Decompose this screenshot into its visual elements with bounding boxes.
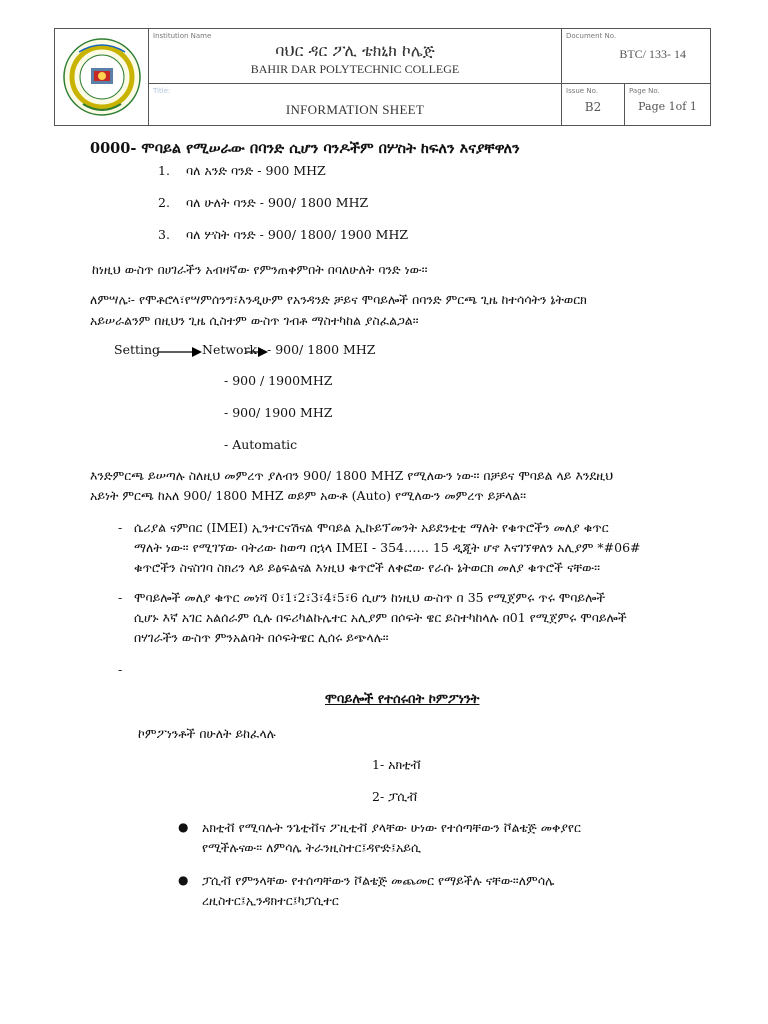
issue-number: B2 — [584, 100, 602, 114]
college-logo — [61, 34, 143, 120]
bullet-item-line: አክቲቭ የሚባሉት ንጌቲቭና ፖዚቲቭ ያላቸው ሁነው የተሰጣቸውን ቮልቴጅ መቀያየር — [202, 820, 581, 835]
empty-dash: - — [118, 662, 123, 677]
paragraph-line: አይነት ምርጫ ከአለ 900/ 1800 MHZ ወይም አውቶ (Auto) የሚለውን መምረጥ ይቻላል፡፡ — [90, 488, 527, 503]
dash-item-line: በሃገራችን ውስጥ ምንአልባት በሶፍትዌር ሊሰሩ ይጭላሉ፡፡ — [134, 630, 389, 645]
bullet-item-line: የሚችሉናው፡፡ ለምሳሌ ትራንዚስተር፤ዳዮድ፤አይሲ — [202, 840, 421, 855]
band-item: ባለ አንድ ባንድ - 900 MHZ — [186, 163, 326, 178]
band-number: 2. — [158, 195, 170, 210]
logo-cell — [55, 29, 149, 125]
bullet-icon: ● — [178, 873, 189, 887]
option-item: - 900/ 1800 MHZ — [267, 342, 376, 357]
option-item: - 900/ 1900 MHZ — [224, 405, 333, 420]
institution-cell — [149, 29, 562, 84]
dash-item-line: ሞባይሎች መለያ ቁጥር መነሻ 0፣1፣2፣3፣4፣5፣6 ሲሆን ከነዚህ ውስጥ በ 35 የሚጀምሩ ጥሩ ሞባይሎች — [134, 590, 606, 605]
section-heading: ሞባይሎች የተሰሩበት ኮምፖነንት — [325, 692, 480, 707]
paragraph-line: ለምሣሌ፡- የሞቶሮላ፣የሣምሰንግ፣እንዲሁም የአንዳንድ ቻይና ሞባይሎች በባንድ ምርጫ ጊዜ ከተሳሳትን ኔትወርክ — [90, 292, 587, 307]
dash-item-line: ሴሪያል ናምበር (IMEI) ኢንተርናሽናል ሞባይል ኢኩይፕመንት አይደንቲቲ ማለት የቁጥሮችን መለያ ቁጥር — [134, 520, 609, 535]
title-cell — [149, 84, 562, 125]
page-number: Page 1of 1 — [638, 100, 697, 113]
option-item: - Automatic — [224, 437, 298, 452]
dash-marker: - — [118, 590, 123, 605]
band-number: 3. — [158, 227, 170, 242]
sheet-title: INFORMATION SHEET — [285, 102, 425, 117]
dash-item-line: ማለት ነው፡፡ የሚገኘው ባትሪው ከወጣ በኋላ IMEI - 354…… 15 ዲጂት ሆኖ እናገኘዋለን አሊያም *#06# — [134, 540, 641, 555]
issue-label: Issue No. — [566, 87, 598, 95]
paragraph-line: አይሠራልንም በዚህን ጊዜ ሲስተም ውስጥ ገብቶ ማስተካከል ያስፈልጋል፡፡ — [90, 313, 419, 328]
bullet-item-line: ረዚስተር፤ኢንዳክተር፤ካፓሲተር — [202, 893, 339, 908]
document-number-cell — [562, 29, 710, 84]
issue-number-cell — [562, 84, 625, 125]
network-label: Network — [202, 342, 258, 357]
band-number: 1. — [158, 163, 170, 178]
bullet-item-line: ፓሲቭ የምንላቸው የተሰጣቸውን ቮልቴጅ መጨመር የማይችሉ ናቸው፡፡ለምሳሌ — [202, 873, 555, 888]
page-label: Page No. — [629, 87, 660, 95]
paragraph-line: እንድምርጫ ይሠጣሉ ስለዚህ መምረጥ ያለብን 900/ 1800 MHZ የሚለውን ነው፡፡ በቻይና ሞባይል ላይ እንደዚህ — [90, 468, 614, 483]
component-type: 1- አክቲቭ — [372, 757, 421, 772]
band-item: ባለ ሁለት ባንድ - 900/ 1800 MHZ — [186, 195, 369, 210]
components-intro: ኮምፖነንቶች በሁለት ይከፈላሉ — [138, 726, 276, 741]
title-label: Title: — [153, 87, 171, 95]
paragraph: ከነዚህ ውስጥ በሀገራችን አብዛኛው የምንጠቀምበት በባለሁለት ባንድ ነው፡፡ — [92, 262, 428, 277]
dash-marker: - — [118, 520, 123, 535]
dash-item-line: ቁጥሮችን ስናስገባ ስክሪን ላይ ይፅፍልናል እነዚህ ቁጥሮች ለቀፎው የራሱ ኔትወርክ መለያ ቁጥሮች ናቸው፡፡ — [134, 560, 601, 575]
dash-item-line: ሲሆኑ እኛ አገር አልሰራም ሲሉ በፍሪካልኩሌተር አሊያም በሶፍት ዌር ይስተካከላሉ በ01 የሚጀምሩ ሞባይሎች — [134, 610, 627, 625]
institution-label: Institution Name — [153, 32, 212, 40]
main-heading: 0000- ሞባይል የሚሠራው በባንድ ሲሆን ባንዶችም በሦስት ከፍለን እናያቸዋለን — [90, 140, 520, 157]
institution-name-english: BAHIR DAR POLYTECHNIC COLLEGE — [250, 62, 460, 76]
setting-label: Setting — [114, 342, 161, 357]
page-number-cell — [625, 84, 710, 125]
document-label: Document No. — [566, 32, 617, 40]
document-header — [54, 28, 711, 126]
option-item: - 900 / 1900MHZ — [224, 373, 333, 388]
component-type: 2- ፓሲቭ — [372, 789, 418, 804]
document-number: BTC/ 133- 14 — [619, 47, 686, 61]
band-item: ባለ ሦስት ባንድ - 900/ 1800/ 1900 MHZ — [186, 227, 409, 242]
arrow-right-icon — [158, 346, 202, 358]
arrow-right-icon — [246, 346, 268, 358]
bullet-icon: ● — [178, 820, 189, 834]
institution-name-amharic: ባህር ዳር ፖሊ ቴክኒክ ኮሌጅ — [275, 41, 435, 60]
